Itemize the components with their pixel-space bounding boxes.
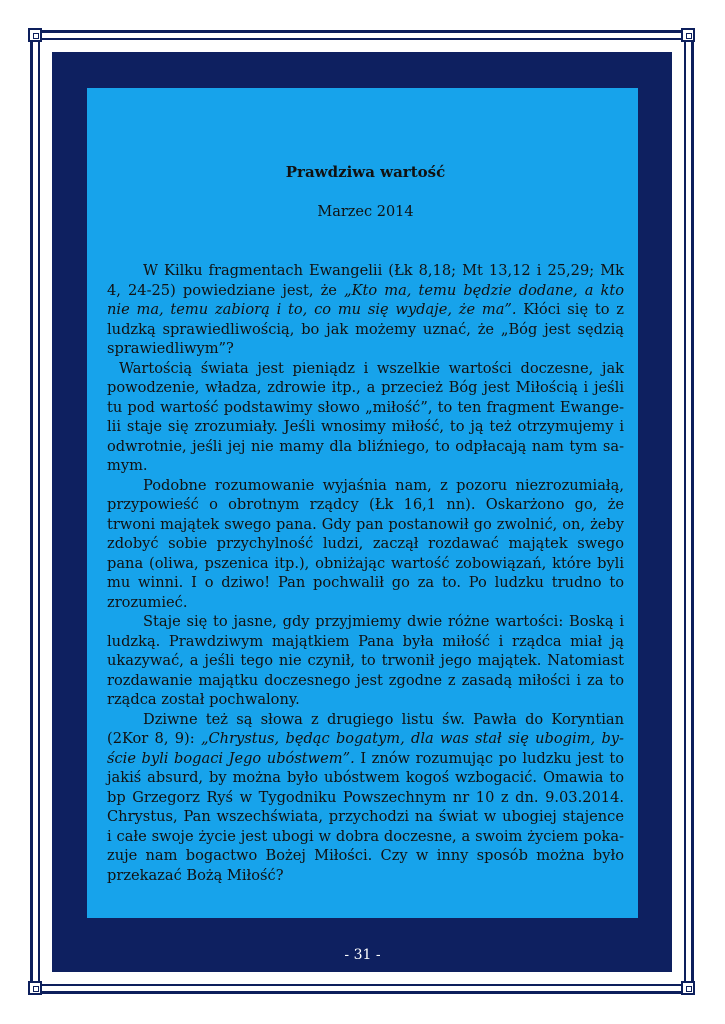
paragraph-5: Dziwne też są słowa z drugiego listu św. Pawła do Koryntian (2Kor 8, 9): „Chrystus, będąc bogatym, dla was stał się ubogim, byście byli bogaci Jego ubóstwem”. I znów rozumując po ludzku jest to jakiś absurd, by można było ubóstwem kogoś wzbogacić. Omawia to bp Grzegorz Ryś w Tygodniku Powszechnym nr 10 z dn. 9.03.2014. Chrystus, Pan wszechświata, przychodzi na świat w ubogiej stajence i całe swoje życie jest ubogi w dobra doczesne, a swoim życiem pokazuje nam bogactwo Bożej Miłości. Czy w inny sposób można było przekazać Bożą Miłość? (107, 710, 624, 884)
corner-ornament-top-left (28, 28, 42, 42)
corner-ornament-bottom-right (681, 981, 695, 995)
scripture-quote: „Chrystus, będąc bogatym, dla was stał się ubogim, byście byli bogaci Jego ubóstwem”. (107, 730, 624, 767)
paragraph-2: Wartością świata jest pieniądz i wszelkie wartości doczesne, jak powodzenie, władza, zdrowie itp., a przecież Bóg jest Miłością i jeśli tu pod wartość podstawimy słowo „miłość”, to ten fragment Ewangelii staje się zrozumiały. Jeśli wnosimy miłość, to ją też otrzymujemy i odwrotnie, jeśli jej nie mamy dla bliźniego, to odpłacają nam tym samym. (107, 359, 624, 474)
corner-ornament-bottom-left (28, 981, 42, 995)
article-date: Marzec 2014 (317, 204, 414, 220)
paragraph-3: Podobne rozumowanie wyjaśnia nam, z pozoru niezrozumiałą, przypowieść o obrotnym rządcy (Łk 16,1 nn). Oskarżono go, że trwoni majątek swego pana. Gdy pan postanowił go zwolnić, on, żeby zdobyć sobie przychylność ludzi, zaczął rozdawać majątek swego pana (oliwa, pszenica itp.), obniżając wartość zobowiązań, które byli mu winni. I o dziwo! Pan pochwalił go za to. Po ludzku trudno to zrozumieć. (107, 476, 624, 611)
page-number: - 31 - (344, 947, 381, 963)
paragraph-4: Staje się to jasne, gdy przyjmiemy dwie różne wartości: Boską i ludzką. Prawdziwym majątkiem Pana była miłość i rządca miał ją ukazywać, a jeśli tego nie czynił, to trwonił jego majątek. Natomiast rozdawanie majątku doczesnego jest zgodne z zasadą miłości i za to rządca został pochwalony. (107, 613, 624, 708)
paragraph-1: W Kilku fragmentach Ewangelii (Łk 8,18; Mt 13,12 i 25,29; Mk 4, 24-25) powiedziane jest, że „Kto ma, temu będzie dodane, a kto nie ma, temu zabiorą i to, co mu się wydaje, że ma”. Kłóci się to z ludzką sprawiedliwością, bo jak możemy uznać, że „Bóg jest sędzią sprawiedliwym”? (107, 262, 624, 357)
scripture-quote: „Kto ma, temu będzie dodane, a kto nie ma, temu zabiorą i to, co mu się wydaje, że ma”. (107, 281, 624, 318)
article-body (107, 261, 624, 885)
corner-ornament-top-right (681, 28, 695, 42)
article-title: Prawdziwa wartość (285, 163, 446, 181)
